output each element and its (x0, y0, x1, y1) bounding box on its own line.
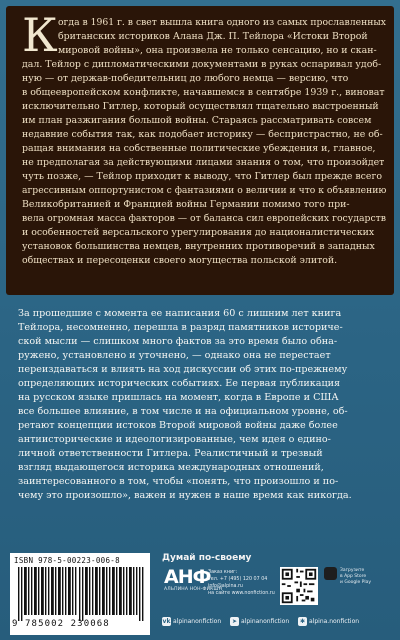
quote-line: не предполагая за действующими лицами знания о том, что произойдет (22, 157, 385, 168)
quote-line: недавние события так, как подобает историку — беспристрастно, не об- (22, 129, 383, 140)
quote-line: британских историков Алана Дж. П. Тейлора «Истоки Второй (58, 31, 368, 42)
isbn-label: ISBN 978-5-00223-006-8 (14, 556, 120, 565)
store-line: в App Store (340, 574, 367, 579)
quote-line: ную — от держав-победительниц до любого немца — версию, что (22, 73, 349, 84)
contact-line: тел. +7 (495) 120 07 04 (208, 577, 268, 582)
description-line: Тейлора, несомненно, перешла в разряд памятников историче- (18, 322, 343, 333)
social-handle: alpinanonfiction (241, 618, 290, 625)
logo-mark: АНФ (164, 566, 211, 588)
quote-line: ращая внимания на собственные политические убеждения и, главное, (22, 143, 376, 154)
publisher-contacts (208, 569, 276, 597)
quote-line: и особенностей версальского урегулирования до националистических (22, 227, 375, 238)
description-line: переиздаваться и влиять на ход дискуссии об этих по-прежнему (18, 364, 348, 375)
social-zen (298, 617, 359, 626)
publisher-block (162, 553, 392, 635)
zen-icon: ✱ (299, 618, 306, 625)
telegram-icon: ➤ (231, 618, 238, 625)
quote-line: чуть позже, — Тейлор приходит к выводу, что Гитлер был прежде всего (22, 171, 383, 182)
description-line: ружено, установлено и уточнено, — однако она не перестает (18, 350, 331, 361)
social-vk (162, 617, 221, 626)
store-text (340, 568, 390, 586)
contact-line: info@alpina.ru (208, 584, 243, 589)
barcode-digits: 9 785002 230068 (12, 619, 110, 629)
description-line: ской мысли — слишком много фактов за это время было обна- (18, 336, 338, 347)
publisher-slogan: Думай по-своему (162, 553, 252, 563)
quote-line: Великобританией и Францией войны Германии помимо того при- (22, 199, 350, 210)
description-line: все большее влияние, в том числе и на официальном уровне, об- (18, 406, 348, 417)
logo-subtitle: АЛЬПИНА НОН-ФИКШН (164, 587, 223, 592)
description-line: ретают концепции истоков Второй мировой войны даже более (18, 420, 338, 431)
description-line: на русском языке пришлась на момент, когда в Европе и США (18, 392, 339, 403)
qr-code (280, 567, 318, 605)
store-line: Загрузите (340, 568, 365, 573)
social-links (162, 617, 392, 629)
quote-line: мировой войны», она произвела не только сенсацию, но и скан- (58, 45, 377, 56)
drop-cap: К (22, 8, 58, 62)
quote-line: вела огромная масса факторов — от баланса сил европейских государств (22, 213, 387, 224)
description-line: заинтересованного в том, чтобы «понять, что произошло и по- (18, 476, 339, 487)
quote-line: установок большинства немцев, внутренних противоречий в западных (22, 241, 375, 252)
quote-line: дал. Тейлор с дипломатическими документами в руках оспаривал удоб- (22, 59, 382, 70)
description-line: личной ответственности Гитлера. Реалистичный и трезвый (18, 448, 323, 459)
description-line: За прошедшие с момента ее написания 60 с лишним лет книга (18, 308, 342, 319)
quote-line: агрессивным оппортунистом с фантазиями о величии и что к объявлению (22, 185, 387, 196)
description-line: антиисторические и идеологизированные, чем идея о едино- (18, 434, 331, 445)
contact-line: на сайте www.nonfiction.ru (208, 591, 275, 596)
quote-line: им план разжигания большой войны. Стараясь рассматривать совсем (22, 115, 372, 126)
store-icon (324, 567, 337, 580)
description-line: определяющих исторических событиях. Ее первая публикация (18, 378, 341, 389)
description-line: чему это произошло», важен и нужен в наше время как никогда. (18, 490, 352, 501)
social-handle: alpina.nonfiction (309, 618, 360, 625)
social-telegram (230, 617, 289, 626)
store-line: и Google Play (340, 580, 372, 585)
quote-line: исключительно Гитлер, который осуществлял тщательно выстроенный (22, 101, 379, 112)
description-line: взгляд выдающегося историка международных отношений, (18, 462, 324, 473)
quote-line: в общеевропейском конфликте, начавшемся в сентябре 1939 г., виноват (22, 87, 385, 98)
quote-line: огда в 1961 г. в свет вышла книга одного из самых прославленных (58, 17, 386, 28)
vk-icon: vk (162, 618, 171, 625)
barcode (10, 553, 150, 635)
contact-line: Заказ книг: (208, 570, 238, 575)
barcode-bars (18, 567, 144, 621)
quote-line: обществах и пересоценки своего могущества польской элитой. (22, 255, 338, 266)
social-handle: alpinanonfiction (173, 618, 222, 625)
